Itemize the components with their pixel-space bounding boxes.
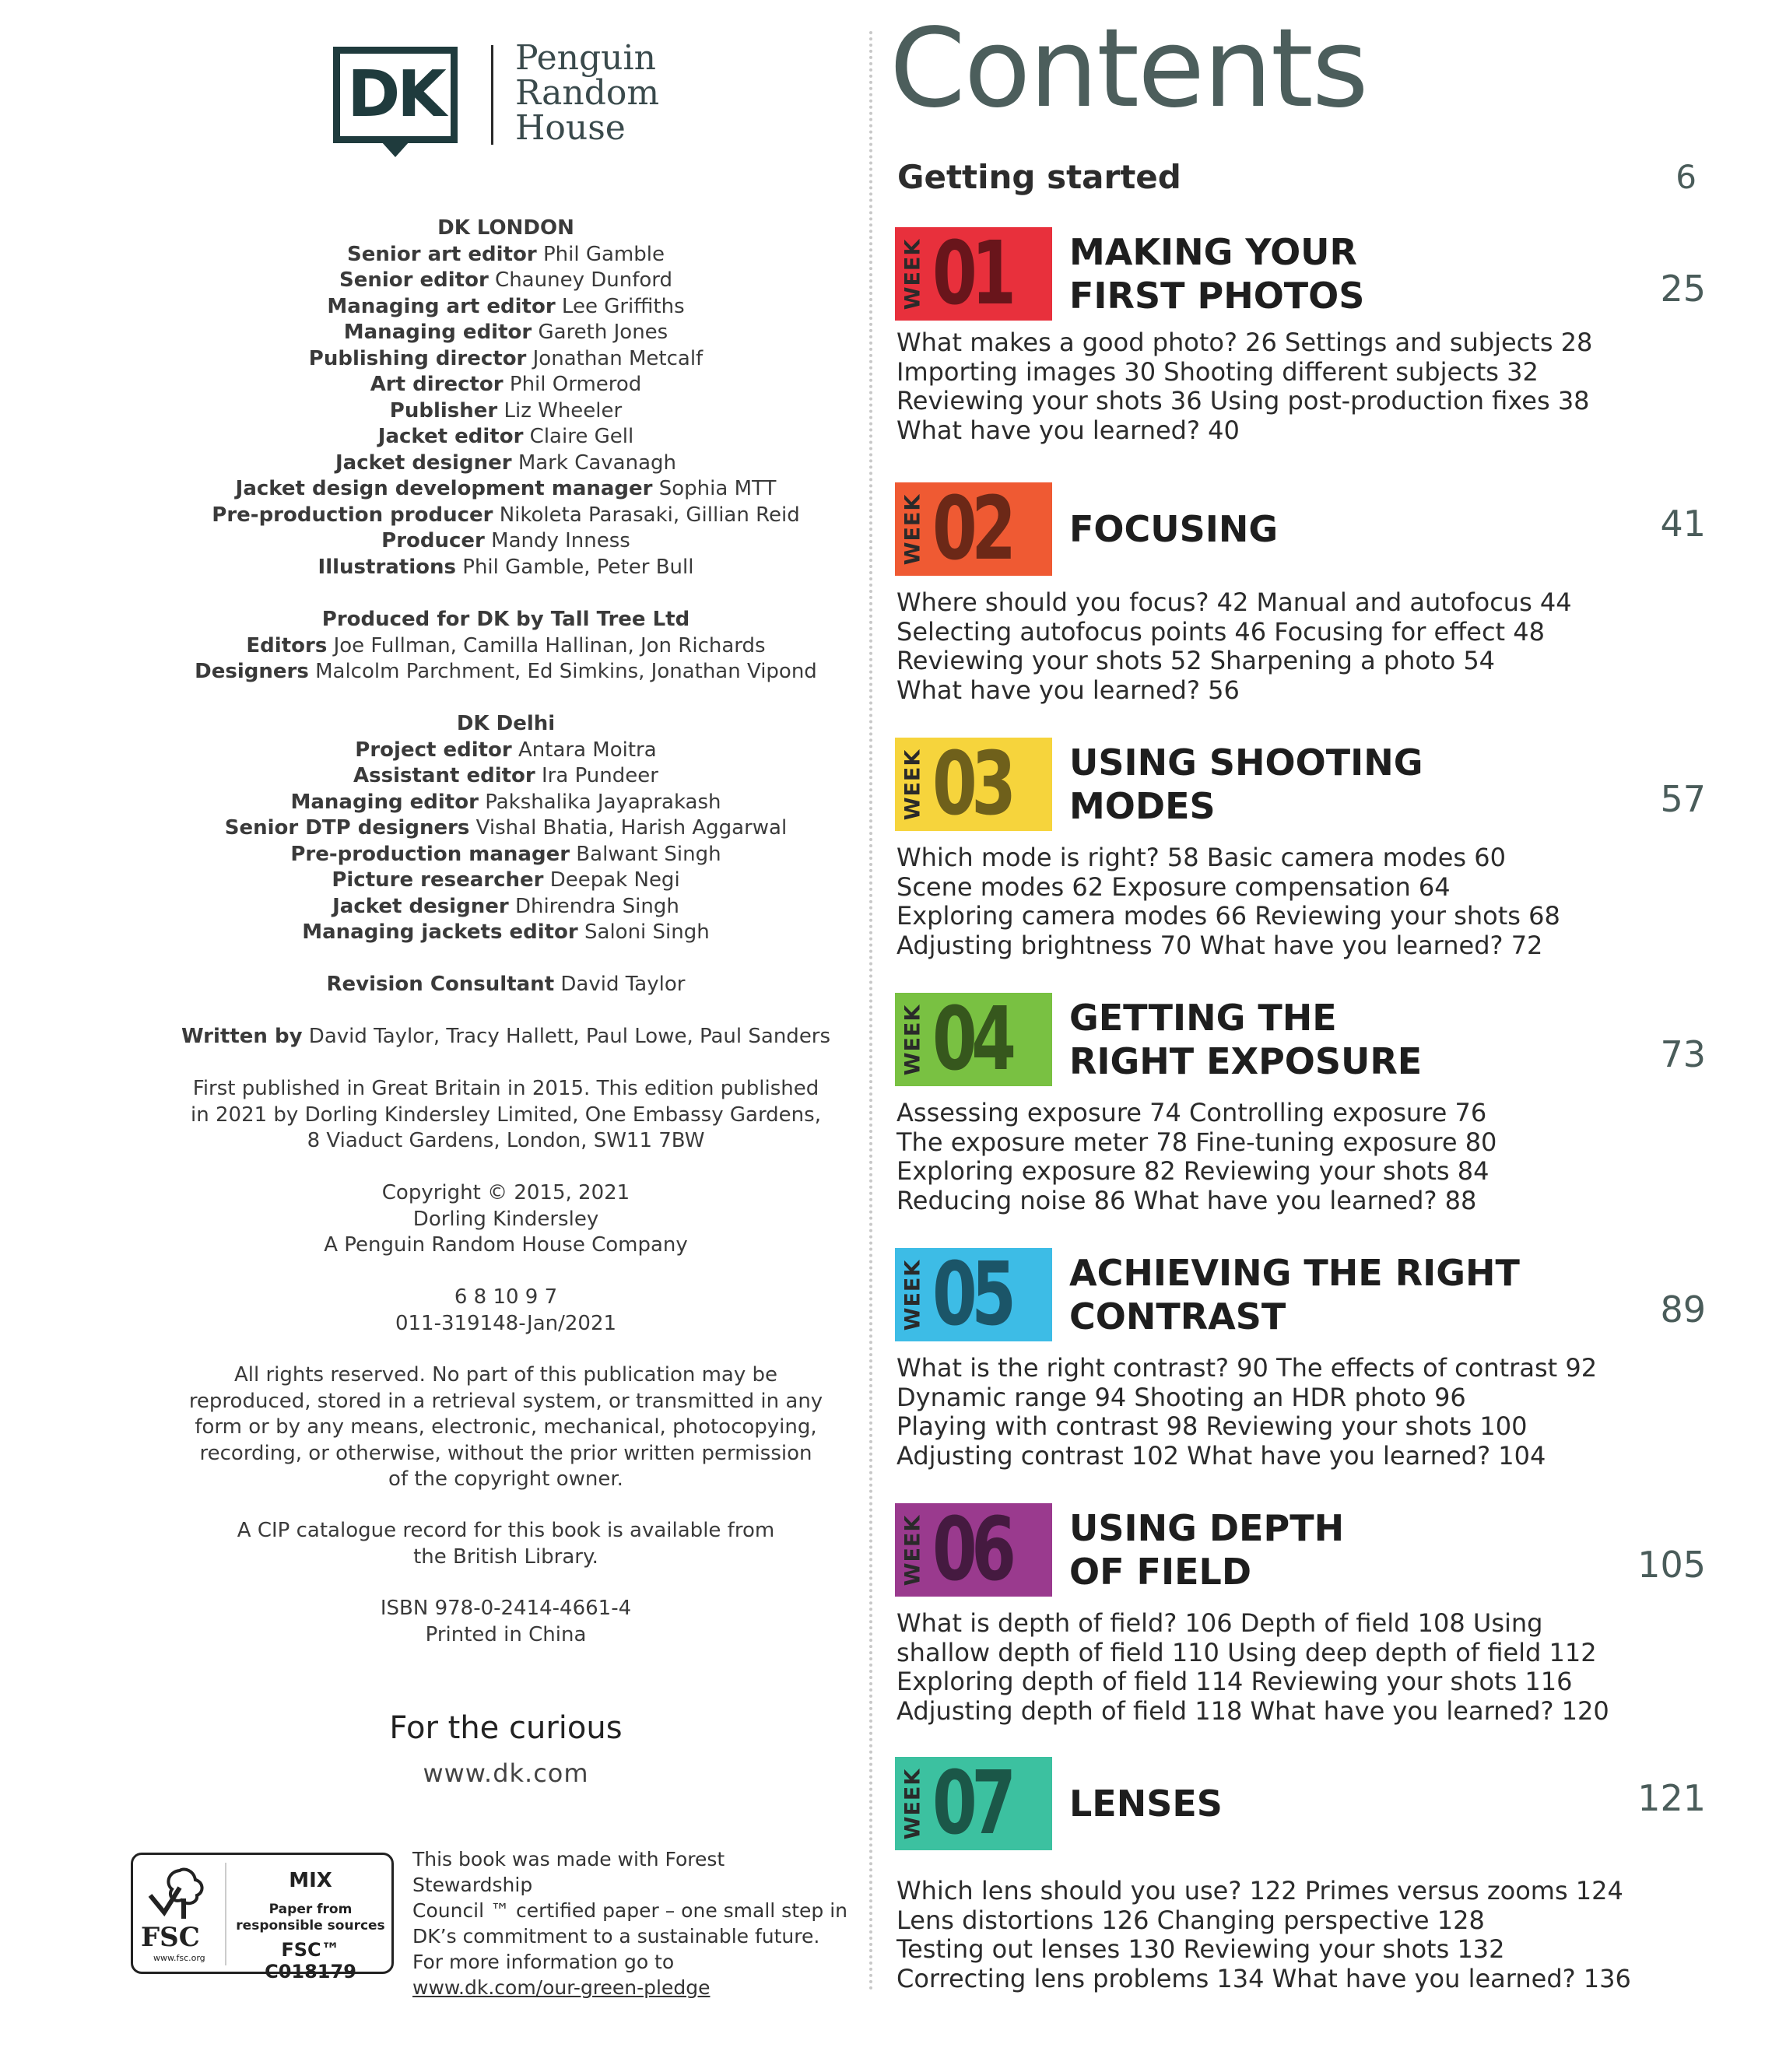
week-topic-line: What is depth of field? 106 Depth of field 108 Using [897,1608,1543,1638]
credit-consultant: Revision Consultant David Taylor [326,973,686,996]
week-title [1069,230,1364,317]
credit-line: Editors Joe Fullman, Camilla Hallinan, Jon Richards [246,633,766,657]
credit-written-by: Written by David Taylor, Tracy Hallett, Paul Lowe, Paul Sanders [181,1025,831,1048]
credit-line: Jacket designer Dhirendra Singh [332,894,679,918]
dk-logo-text: DK [347,58,444,131]
week-title-line: ACHIEVING THE RIGHT [1069,1252,1520,1294]
week-topic-line: What makes a good photo? 26 Settings and subjects 28 [897,328,1593,357]
credit-line: Managing editor Gareth Jones [343,321,668,344]
credit-line: Managing editor Pakshalika Jayaprakash [290,790,721,814]
week-badge-label: WEEK [900,1768,925,1839]
week-topic-line: Where should you focus? 42 Manual and autofocus 44 [897,587,1572,617]
week-title [1069,507,1278,551]
week-topic-line: Adjusting depth of field 118 What have you learned? 120 [897,1695,1609,1726]
week-badge [895,227,1052,321]
credit-line: Project editor Antara Moitra [355,738,657,762]
week-title-line: OF FIELD [1069,1551,1251,1593]
week-topics [897,843,1560,960]
week-title-line: FOCUSING [1069,508,1279,550]
week-topics [897,1354,1597,1471]
credit-line: Managing art editor Lee Griffiths [327,294,685,318]
week-badge-label: WEEK [900,1514,925,1586]
website-link[interactable]: www.dk.com [423,1758,589,1788]
fsc-tree-icon [144,1864,216,1922]
fsc-divider [225,1863,226,1965]
week-topic-line: Reviewing your shots 36 Using post-production fixes 38 [897,386,1590,415]
week-topic-line: Assessing exposure 74 Controlling exposure 76 [897,1098,1487,1127]
credit-line: Assistant editor Ira Pundeer [353,764,658,787]
week-badge [895,1248,1052,1341]
week-page-number: 73 [1660,1033,1706,1075]
credit-line: Illustrations Phil Gamble, Peter Bull [318,555,694,579]
column-divider [869,31,872,1992]
week-title [1069,1782,1223,1825]
credit-line: Producer Mandy Inness [381,529,630,552]
logo-separator [491,45,493,145]
week-title-line: GETTING THE [1069,997,1337,1039]
credits-heading: DK Delhi [456,712,556,735]
prh-line: Random [515,73,660,113]
page-title: Contents [889,5,1367,132]
fsc-paper: Paper from responsible sources [236,1902,385,1934]
week-title-line: RIGHT EXPOSURE [1069,1040,1423,1082]
week-topics [897,328,1592,445]
week-topic-line: Which lens should you use? 122 Primes versus zooms 124 [897,1876,1623,1905]
week-topics [897,1609,1609,1726]
imprint-cip: A CIP catalogue record for this book is available from the British Library. [237,1519,775,1569]
week-title-line: MODES [1069,785,1216,827]
credit-line: Art director Phil Ormerod [370,373,642,396]
week-topic-line: Reviewing your shots 52 Sharpening a photo 54 [897,646,1496,675]
prh-line: Penguin [515,38,656,78]
week-topic-line: Importing images 30 Shooting different subjects 32 [897,356,1539,387]
week-page-number: 89 [1660,1288,1706,1330]
week-title-line: CONTRAST [1069,1295,1286,1338]
credit-line: Jacket design development manager Sophia MTT [235,477,777,500]
getting-started-page: 6 [1675,158,1697,196]
week-topic-line: Selecting autofocus points 46 Focusing for effect 48 [897,616,1545,647]
week-title [1069,996,1422,1083]
week-badge-label: WEEK [900,493,925,565]
week-page-number: 121 [1637,1777,1706,1819]
fsc-label [131,1853,394,1983]
week-page-number: 41 [1660,503,1706,545]
credit-line: Senior art editor Phil Gamble [347,242,665,266]
week-topic-line: Exploring depth of field 114 Reviewing your shots 116 [897,1667,1573,1696]
prh-logo-text [515,38,660,148]
week-topics [897,1099,1497,1215]
credit-line: Designers Malcolm Parchment, Ed Simkins, Jonathan Vipond [195,660,817,683]
credits-heading: Produced for DK by Tall Tree Ltd [321,608,690,631]
getting-started-label[interactable]: Getting started [897,158,1181,196]
week-title-line: FIRST PHOTOS [1069,275,1365,317]
week-title-line: USING DEPTH [1069,1507,1345,1549]
prh-line: House [515,108,626,148]
fsc-url: www.fsc.org [153,1953,205,1963]
week-topic-line: Which mode is right? 58 Basic camera modes 60 [897,843,1506,872]
week-topic-line: Adjusting brightness 70 What have you learned? 72 [897,930,1543,960]
credit-line: Senior DTP designers Vishal Bhatia, Harish Aggarwal [224,816,788,840]
week-topic-line: Exploring exposure 82 Reviewing your shots 84 [897,1156,1490,1186]
imprint-copyright: Copyright © 2015, 2021 Dorling Kindersley A Penguin Random House Company [324,1181,688,1257]
week-badge-label: WEEK [900,1259,925,1330]
credit-line: Pre-production producer Nikoleta Parasaki, Gillian Reid [212,503,800,527]
week-badge [895,482,1052,576]
week-badge-label: WEEK [900,238,925,310]
week-topics [897,588,1572,705]
week-topic-line: What is the right contrast? 90 The effects of contrast 92 [897,1353,1598,1383]
week-topics [897,1877,1631,1993]
credit-line: Publisher Liz Wheeler [389,398,623,422]
imprint-isbn: ISBN 978-0-2414-4661-4 Printed in China [380,1597,632,1646]
week-badge-number: 01 [932,227,1011,321]
fsc-code: FSC™ C018179 [265,1939,356,1983]
week-topic-line: Dynamic range 94 Shooting an HDR photo 96 [897,1382,1466,1412]
credit-line: Managing jackets editor Saloni Singh [302,920,710,944]
week-badge-label: WEEK [900,1004,925,1075]
week-topic-line: Testing out lenses 130 Reviewing your shots 132 [897,1934,1505,1964]
week-title-line: MAKING YOUR [1069,231,1357,273]
credits-heading: DK LONDON [437,216,574,240]
green-pledge-link[interactable]: www.dk.com/our-green-pledge [412,1976,711,1999]
week-topic-line: Lens distortions 126 Changing perspective 128 [897,1905,1485,1935]
imprint-rights: All rights reserved. No part of this publication may be reproduced, stored in a retrieval system, or transmitted in any form or by any means, electronic, mechanical, photocopying, recording, or otherwise, without the prior written permission of the copyright owner. [188,1363,823,1491]
credits-delhi [156,711,856,946]
dk-logo-notch [381,142,409,157]
week-badge [895,1503,1052,1597]
fsc-mark: FSC [141,1922,200,1953]
week-topic-line: Scene modes 62 Exposure compensation 64 [897,871,1451,902]
week-badge-number: 07 [932,1757,1011,1850]
week-title [1069,741,1423,828]
week-topic-line: Exploring camera modes 66 Reviewing your shots 68 [897,901,1560,931]
credit-line: Pre-production manager Balwant Singh [290,842,721,866]
week-topic-line: Correcting lens problems 134 What have you learned? 136 [897,1963,1631,1993]
week-badge-number: 02 [932,482,1011,576]
week-badge-number: 04 [932,993,1011,1086]
publisher-logo [333,40,675,165]
week-badge-number: 06 [932,1503,1011,1597]
week-topic-line: shallow depth of field 110 Using deep depth of field 112 [897,1637,1597,1667]
credits-talltree [156,607,856,685]
week-topic-line: The exposure meter 78 Fine-tuning exposure 80 [897,1127,1497,1157]
imprint-codes: 6 8 10 9 7 011-319148-Jan/2021 [395,1285,617,1335]
credit-line: Jacket designer Mark Cavanagh [335,451,676,475]
fsc-mix: MIX [289,1869,332,1892]
week-badge-label: WEEK [900,749,925,820]
dk-logo [333,47,458,143]
week-page-number: 57 [1660,778,1706,820]
fsc-statement: This book was made with Forest Stewardship Council ™ certified paper – one small step in DK’s commitment to a sustainable future. For more information go to www.dk.com/our-green-pledge [412,1848,847,1999]
week-title-line: USING SHOOTING [1069,742,1423,784]
tagline: For the curious [389,1710,623,1746]
week-badge [895,738,1052,831]
week-topic-line: Adjusting contrast 102 What have you learned? 104 [897,1440,1546,1471]
week-title [1069,1506,1344,1593]
credit-line: Publishing director Jonathan Metcalf [308,346,704,370]
imprint-published: First published in Great Britain in 2015. This edition published in 2021 by Dorling Kindersley Limited, One Embassy Gardens, 8 Viaduct Gardens, London, SW11 7BW [191,1077,821,1152]
credit-line: Picture researcher Deepak Negi [332,868,680,892]
week-topic-line: Playing with contrast 98 Reviewing your shots 100 [897,1411,1528,1441]
week-badge [895,993,1052,1086]
week-badge-number: 05 [932,1248,1011,1341]
week-badge-number: 03 [932,738,1011,831]
week-title-line: LENSES [1069,1783,1223,1825]
week-topic-line: What have you learned? 56 [897,675,1240,705]
week-topic-line: What have you learned? 40 [897,415,1240,445]
credit-line: Jacket editor Claire Gell [377,425,634,448]
credit-line: Senior editor Chauney Dunford [339,268,672,292]
week-page-number: 25 [1660,268,1706,310]
week-title [1069,1251,1520,1338]
credits-london [156,216,856,580]
week-topic-line: Reducing noise 86 What have you learned? 88 [897,1185,1477,1215]
week-page-number: 105 [1637,1544,1706,1586]
week-badge [895,1757,1052,1850]
